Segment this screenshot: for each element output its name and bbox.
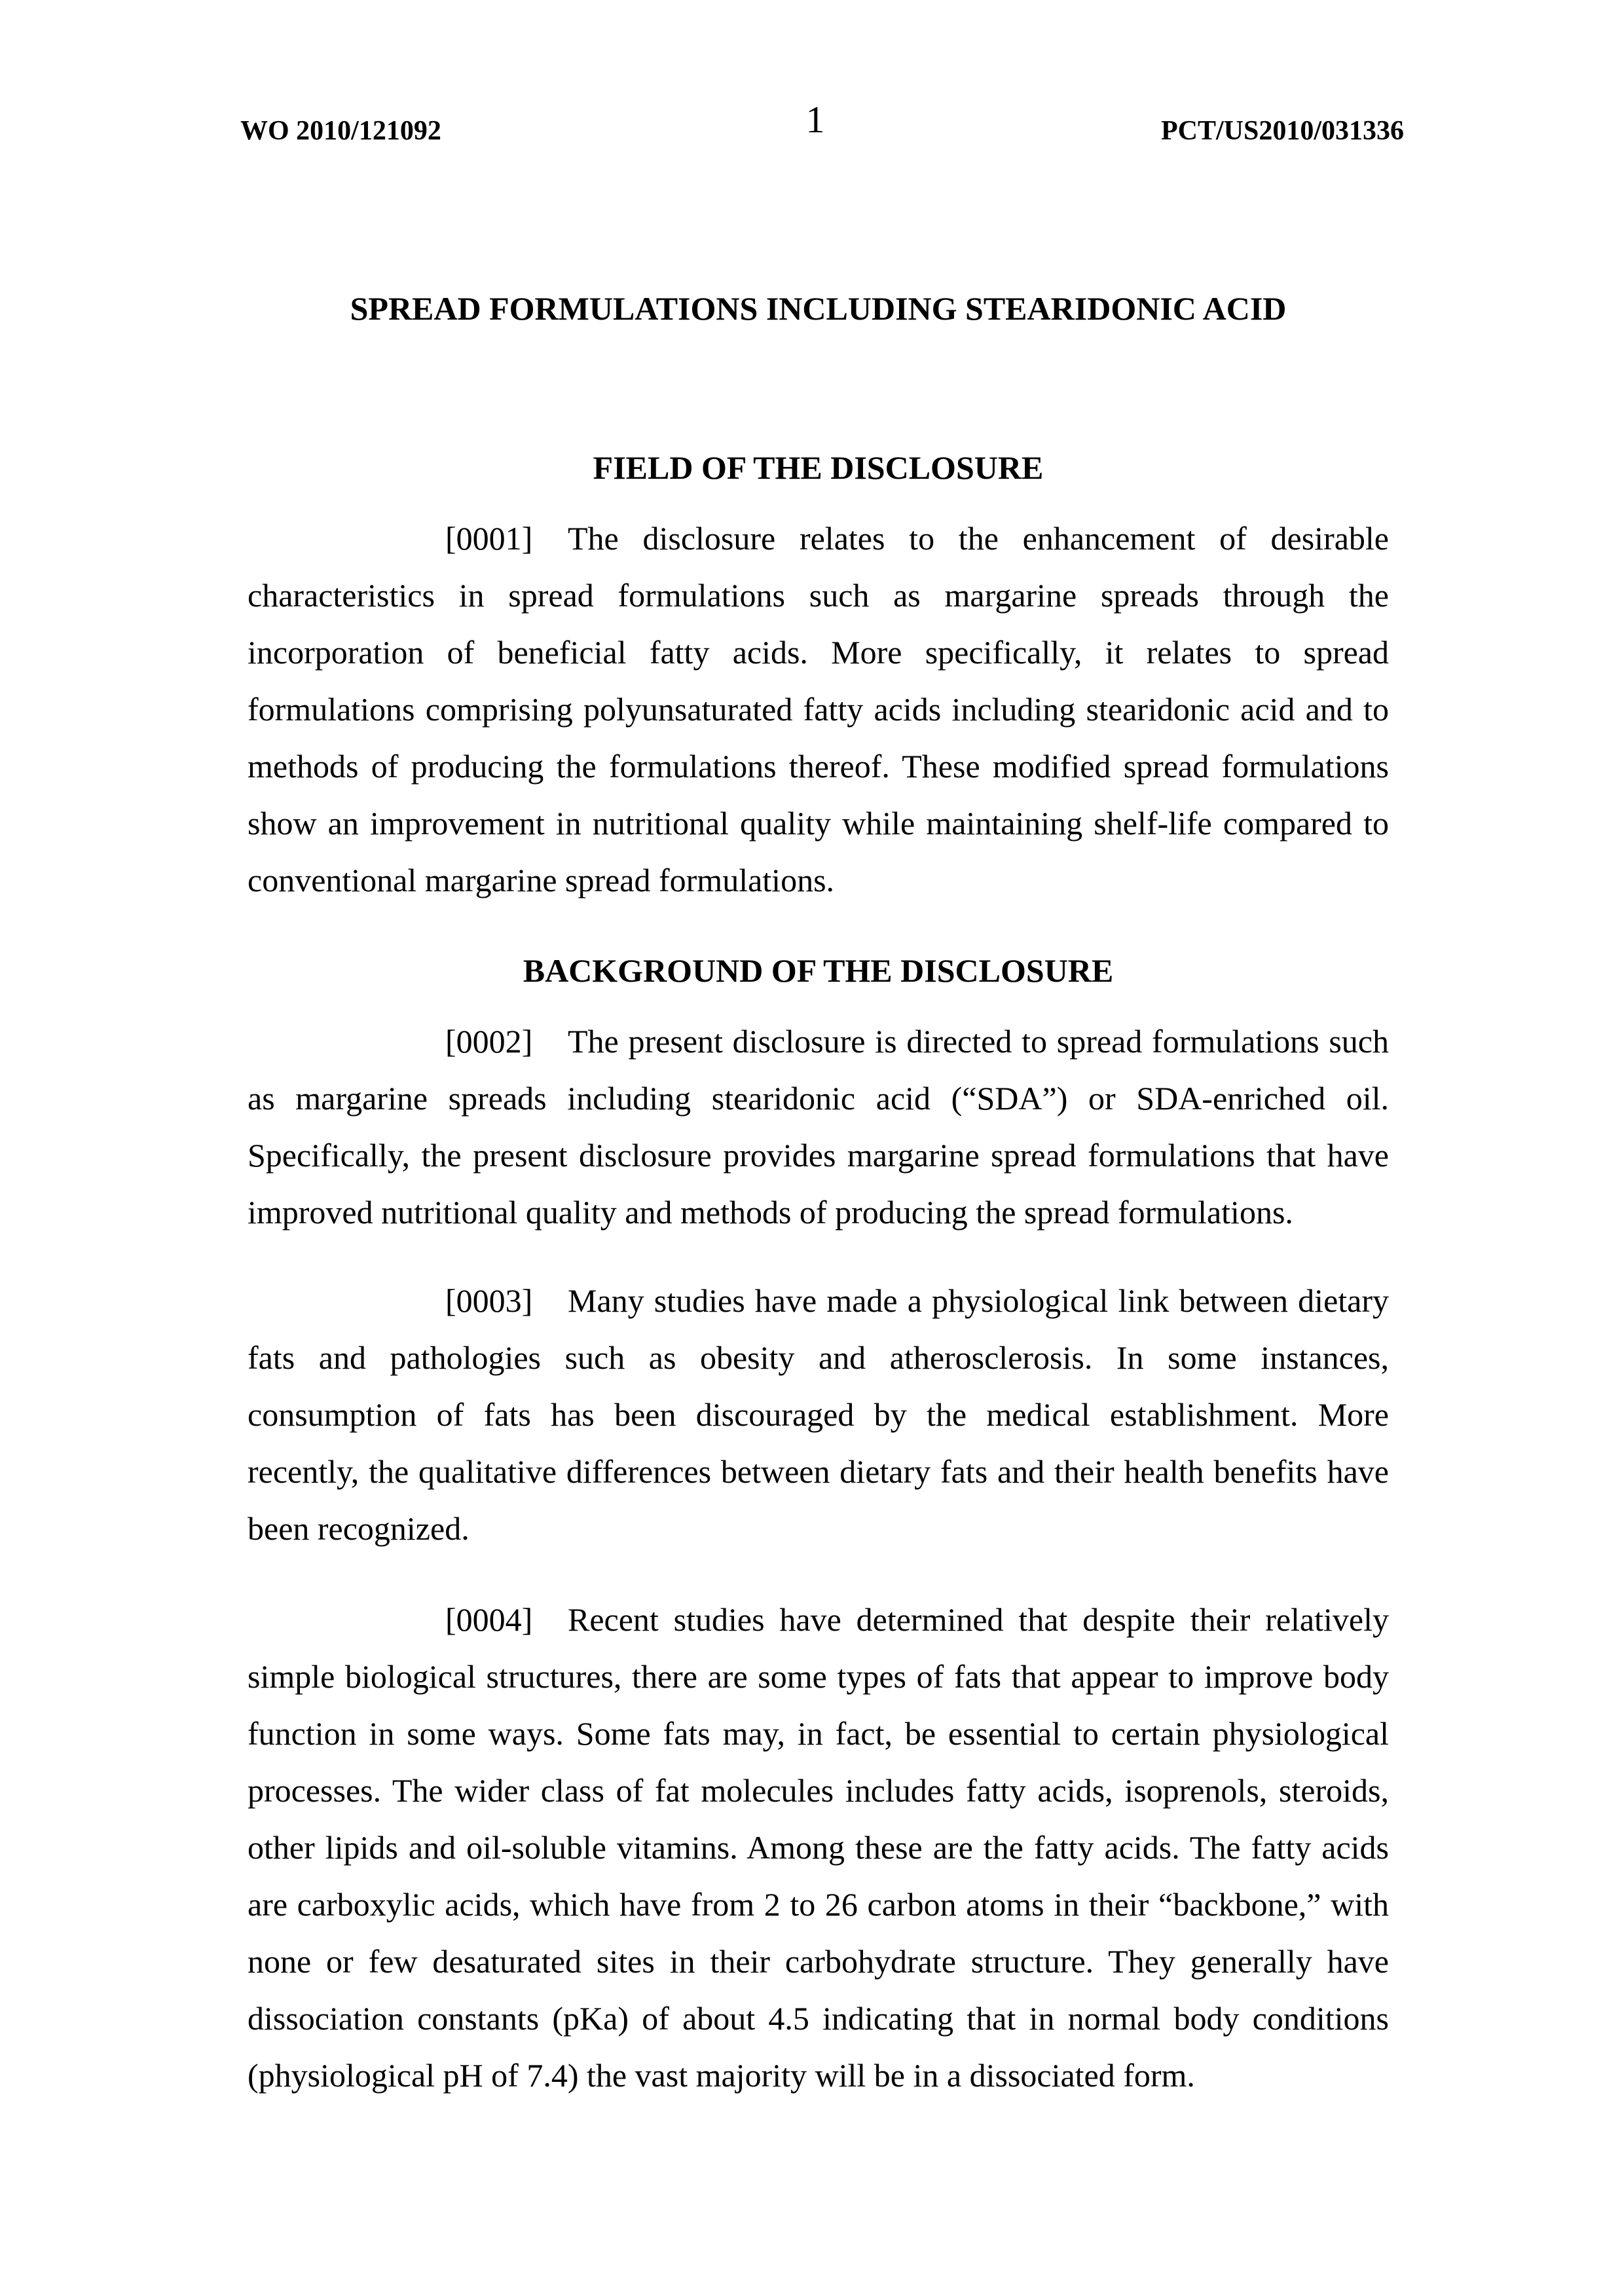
paragraph-line: Specifically, the present disclosure provides margarine spread formulations that have	[248, 1137, 1389, 1174]
paragraph-0002	[248, 1013, 1389, 1241]
document-title: SPREAD FORMULATIONS INCLUDING STEARIDONIC ACID	[350, 290, 1287, 327]
paragraph-line: function in some ways. Some fats may, in fact, be essential to certain physiological	[248, 1715, 1389, 1752]
paragraph-line: formulations comprising polyunsaturated fatty acids including stearidonic acid and to	[248, 691, 1389, 728]
section-heading-field: FIELD OF THE DISCLOSURE	[593, 449, 1044, 486]
paragraph-line: show an improvement in nutritional quality while maintaining shelf-life compared to	[248, 805, 1389, 842]
paragraph-line: consumption of fats has been discouraged by the medical establishment. More	[248, 1396, 1389, 1433]
paragraph-line	[248, 1272, 1389, 1329]
paragraph-line: other lipids and oil-soluble vitamins. Among these are the fatty acids. The fatty acids	[248, 1829, 1389, 1866]
paragraph-line: characteristics in spread formulations such as margarine spreads through the	[248, 577, 1389, 614]
paragraph-line: fats and pathologies such as obesity and atherosclerosis. In some instances,	[248, 1339, 1389, 1376]
paragraph-number: [0004]	[445, 1601, 533, 1638]
paragraph-line: been recognized.	[248, 1510, 470, 1547]
application-number: PCT/US2010/031336	[1160, 116, 1404, 146]
paragraph-line-text: The present disclosure is directed to spread formulations such	[568, 1023, 1389, 1060]
paragraph-number: [0003]	[445, 1282, 533, 1319]
paragraph-line: are carboxylic acids, which have from 2 to 26 carbon atoms in their “backbone,” with	[248, 1886, 1389, 1923]
paragraph-line: dissociation constants (pKa) of about 4.5 indicating that in normal body conditions	[248, 2000, 1389, 2037]
paragraph-line: methods of producing the formulations thereof. These modified spread formulations	[248, 748, 1389, 785]
paragraph-line: processes. The wider class of fat molecules includes fatty acids, isoprenols, steroids,	[248, 1772, 1389, 1809]
paragraph-line: none or few desaturated sites in their carbohydrate structure. They generally have	[248, 1943, 1389, 1980]
paragraph-line: simple biological structures, there are some types of fats that appear to improve body	[248, 1658, 1389, 1695]
paragraph-0001	[248, 510, 1389, 909]
paragraph-0004	[248, 1591, 1389, 2104]
paragraph-line	[248, 510, 1389, 567]
paragraph-line	[248, 1591, 1389, 1648]
page-number: 1	[805, 98, 825, 141]
paragraph-number: [0001]	[445, 520, 533, 557]
paragraph-line: incorporation of beneficial fatty acids. More specifically, it relates to spread	[248, 634, 1389, 671]
paragraph-line: (physiological pH of 7.4) the vast majority will be in a dissociated form.	[248, 2057, 1195, 2094]
section-heading-background: BACKGROUND OF THE DISCLOSURE	[523, 952, 1114, 989]
paragraph-line: improved nutritional quality and methods of producing the spread formulations.	[248, 1194, 1293, 1231]
paragraph-line-text: Recent studies have determined that despite their relatively	[568, 1601, 1389, 1638]
paragraph-number: [0002]	[445, 1023, 533, 1060]
paragraph-line: conventional margarine spread formulations.	[248, 862, 835, 898]
paragraph-line-text: The disclosure relates to the enhancement of desirable	[568, 520, 1389, 557]
publication-number: WO 2010/121092	[240, 116, 441, 146]
paragraph-line	[248, 1013, 1389, 1070]
paragraph-line-text: Many studies have made a physiological link between dietary	[568, 1282, 1389, 1319]
paragraph-0003	[248, 1272, 1389, 1557]
paragraph-line: recently, the qualitative differences between dietary fats and their health benefits have	[248, 1453, 1389, 1490]
paragraph-line: as margarine spreads including stearidonic acid (“SDA”) or SDA-enriched oil.	[248, 1080, 1389, 1117]
